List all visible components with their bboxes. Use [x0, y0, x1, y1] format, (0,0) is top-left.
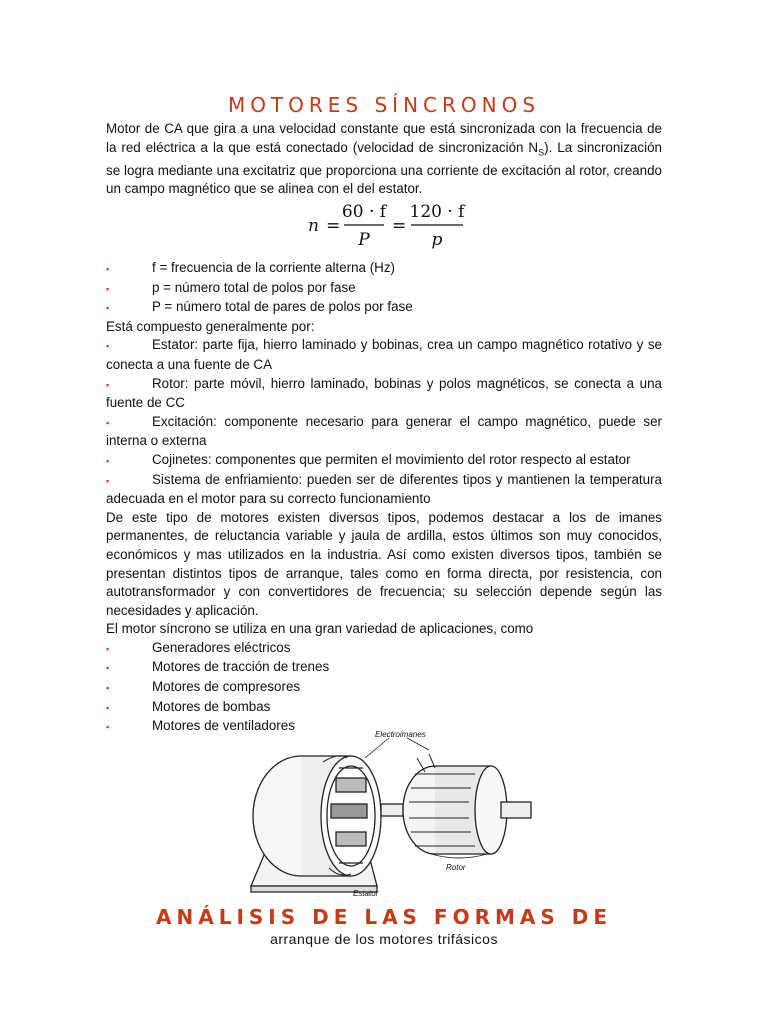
bullet-icon	[106, 679, 152, 698]
rotor-drawing	[381, 754, 531, 858]
bullet-icon	[106, 260, 152, 279]
page-title: MOTORES SÍNCRONOS	[227, 93, 541, 117]
variable-text: P = número total de pares de polos por fase	[152, 299, 413, 315]
component-item	[106, 375, 662, 413]
component-text: Sistema de enfriamiento: pueden ser de diferentes tipos y mantienen la temperatura adecuada en el motor para su correcto funcionamiento	[106, 471, 662, 507]
bullet-icon	[106, 718, 152, 737]
application-text: Generadores eléctricos	[152, 639, 291, 655]
bullet-icon	[106, 337, 152, 356]
application-text: Motores de bombas	[152, 698, 271, 714]
synchronous-speed-formula	[306, 200, 466, 252]
applications-intro: El motor síncrono se utiliza en una gran variedad de aplicaciones, como	[106, 621, 534, 637]
application-item	[106, 678, 662, 698]
component-text: Excitación: componente necesario para generar el campo magnético, puede ser interna o externa	[106, 413, 662, 449]
application-item	[106, 658, 662, 678]
bullet-icon	[106, 414, 152, 433]
variable-text: p = número total de polos por fase	[152, 279, 356, 295]
formula-numerator-1: 60 · f	[341, 202, 387, 222]
bullet-icon	[106, 452, 152, 471]
bullet-icon	[106, 640, 152, 659]
formula-numerator-2: 120 · f	[409, 202, 465, 222]
component-item	[106, 336, 662, 374]
application-text: Motores de tracción de trenes	[152, 659, 330, 675]
variable-text: f = frecuencia de la corriente alterna (Hz)	[152, 260, 396, 275]
formula-lhs: n	[308, 216, 319, 236]
component-text: Estator: parte fija, hierro laminado y bobinas, crea un campo magnético rotativo y se conecta a una fuente de CA	[106, 337, 662, 372]
bullet-icon	[106, 659, 152, 678]
bullet-icon	[106, 472, 152, 491]
formula-eq-2: =	[392, 216, 407, 236]
intro-text: Motor de CA que gira a una velocidad constante que está sincronizada con la frecuencia de la red eléctrica a la que está conectado (velocidad de sincronización N	[106, 121, 662, 155]
section-title: ANÁLISIS DE LAS FORMAS DE	[156, 905, 612, 929]
application-item	[106, 639, 662, 659]
label-pointer	[365, 738, 429, 758]
bullet-icon	[106, 376, 152, 395]
formula-denominator-2: p	[431, 230, 443, 250]
component-item	[106, 413, 662, 451]
bullet-icon	[106, 280, 152, 299]
bullet-icon	[106, 699, 152, 718]
variable-item	[106, 259, 662, 279]
motor-diagram	[239, 728, 539, 898]
label-estator: Estator	[353, 889, 379, 898]
formula-denominator-1: P	[358, 230, 370, 250]
main-content	[106, 259, 662, 737]
variable-item	[106, 279, 662, 299]
component-item	[106, 471, 662, 509]
label-rotor: Rotor	[446, 863, 466, 872]
application-text: Motores de compresores	[152, 679, 301, 695]
component-text: Rotor: parte móvil, hierro laminado, bobinas y polos magnéticos, se conecta a una fuente de CC	[106, 375, 662, 411]
component-text: Cojinetes: componentes que permiten el movimiento del rotor respecto al estator	[152, 451, 631, 467]
intro-text-end: ). La sincronización se logra mediante una excitatriz que proporciona una corriente de excitación al rotor, creando un campo magnético que se alinea con el del estator.	[106, 139, 662, 197]
label-electroimanes: Electroimanes	[375, 730, 426, 739]
component-item	[106, 451, 662, 471]
bullet-icon	[106, 299, 152, 318]
intro-subscript: S	[538, 147, 545, 158]
application-text: Motores de ventiladores	[152, 718, 295, 734]
application-item	[106, 698, 662, 718]
intro-paragraph	[106, 120, 662, 199]
variable-item	[106, 298, 662, 318]
types-paragraph: De este tipo de motores existen diversos tipos, podemos destacar a los de imanes permanentes, de reluctancia variable y jaula de ardilla, estos últimos son muy conocidos, económicos y mas utilizados en la industria. Así como existen diversos tipos, también se presentan distintos tipos de arranque, tales como en forma directa, por resistencia, con autotransformador y con convertidores de frecuencia; su selección depende según las necesidades y aplicación.	[106, 509, 662, 618]
section-subtitle: arranque de los motores trifásicos	[270, 931, 498, 947]
stator-drawing	[251, 756, 381, 892]
formula-eq-1: =	[326, 216, 341, 236]
composition-intro: Está compuesto generalmente por:	[106, 318, 315, 334]
